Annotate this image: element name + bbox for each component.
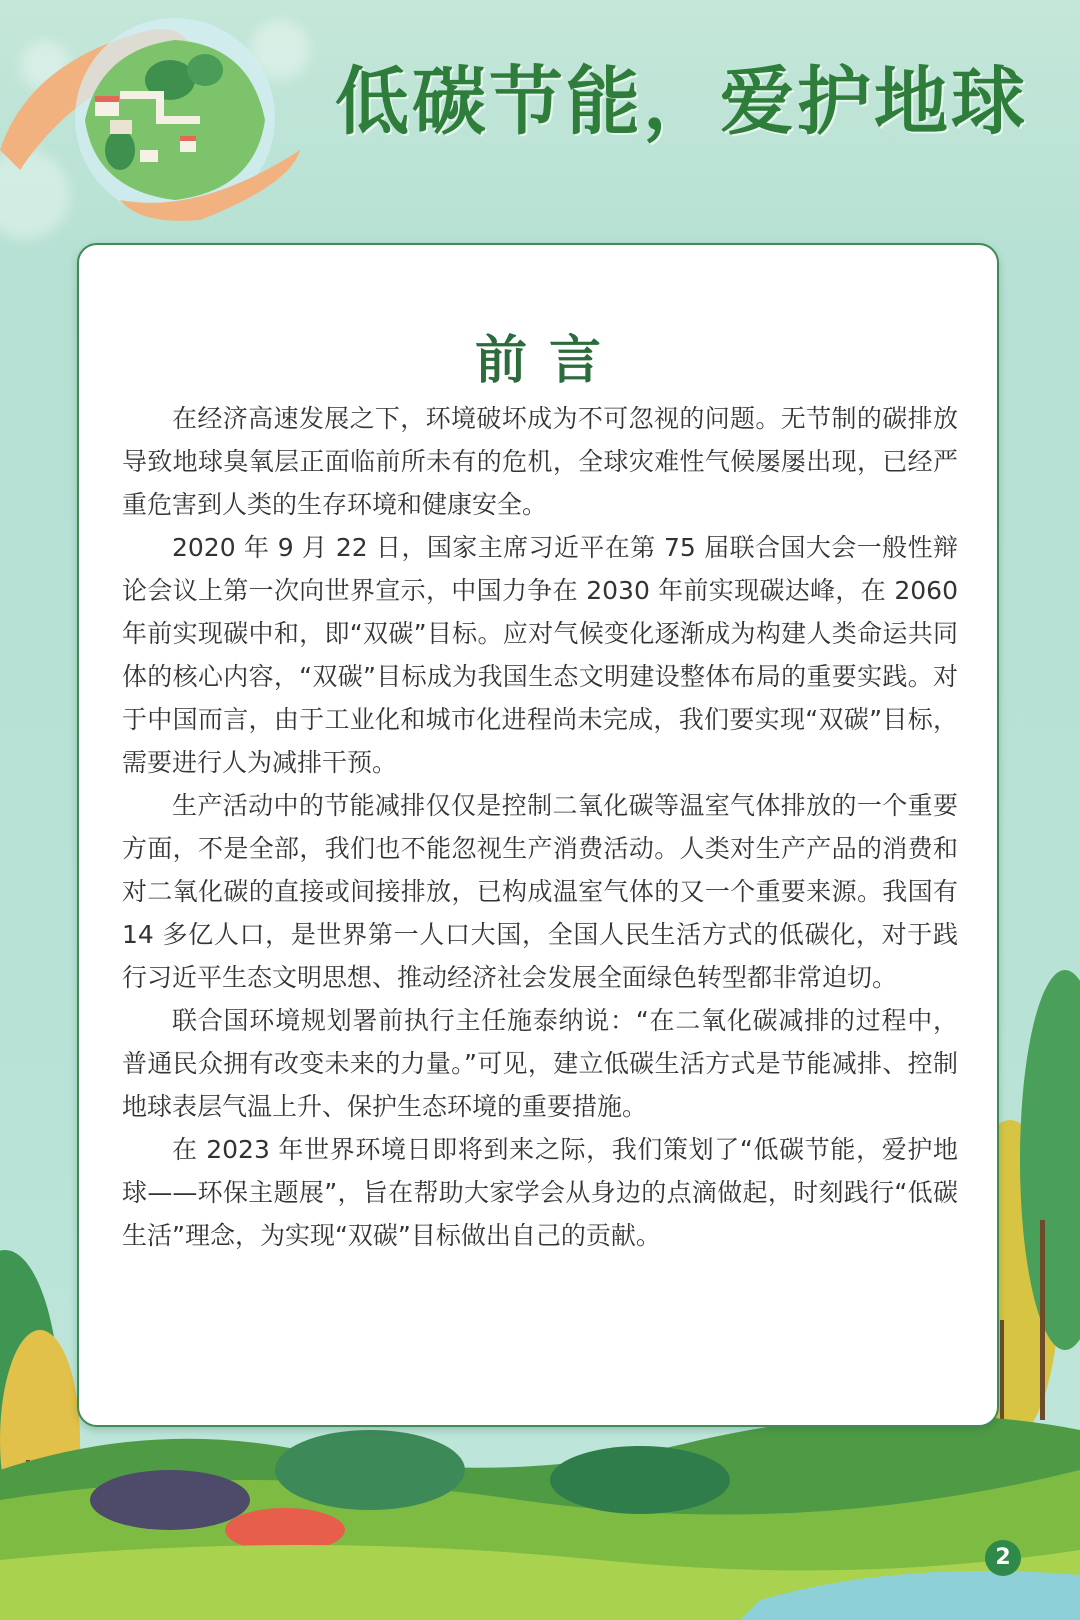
preface-paragraph: 在 2023 年世界环境日即将到来之际，我们策划了“低碳节能，爱护地球——环保主题展”，旨在帮助大家学会从身边的点滴做起，时刻践行“低碳生活”理念，为实现“双碳”目标做出自己的贡献。 bbox=[122, 1135, 958, 1250]
headline: 低碳节能，爱护地球 bbox=[335, 59, 1028, 145]
preface-paragraph: 2020 年 9 月 22 日，国家主席习近平在第 75 届联合国大会一般性辩论会议上第一次向世界宣示，中国力争在 2030 年前实现碳达峰，在 2060 年前实现碳中和，即“双碳”目标。应对气候变化逐渐成为构建人类命运共同体的核心内容，“双碳”目标成为我国生态文明建设整体布局的重要实践。对于中国而言，由于工业化和城市化进程尚未完成，我们要实现“双碳”目标，需要进行人为减排干预。 bbox=[122, 533, 958, 777]
preface-paragraph: 联合国环境规划署前执行主任施泰纳说：“在二氧化碳减排的过程中，普通民众拥有改变未来的力量。”可见，建立低碳生活方式是节能减排、控制地球表层气温上升、保护生态环境的重要措施。 bbox=[122, 1006, 958, 1121]
preface-title: 前言 bbox=[474, 331, 623, 391]
preface-paragraph: 生产活动中的节能减排仅仅是控制二氧化碳等温室气体排放的一个重要方面，不是全部，我们也不能忽视生产消费活动。人类对生产产品的消费和对二氧化碳的直接或间接排放，已构成温室气体的又一个重要来源。我国有 14 多亿人口，是世界第一人口大国，全国人民生活方式的低碳化，对于践行习近平生态文明思想、推动经济社会发展全面绿色转型都非常迫切。 bbox=[122, 791, 958, 992]
preface-body bbox=[122, 397, 958, 1257]
preface-card bbox=[77, 243, 999, 1427]
page-number-badge: 2 bbox=[985, 1540, 1021, 1576]
preface-paragraph: 在经济高速发展之下，环境破坏成为不可忽视的问题。无节制的碳排放导致地球臭氧层正面临前所未有的危机，全球灾难性气候屡屡出现，已经严重危害到人类的生存环境和健康安全。 bbox=[122, 404, 958, 519]
earth-in-hands-illustration bbox=[0, 0, 330, 240]
